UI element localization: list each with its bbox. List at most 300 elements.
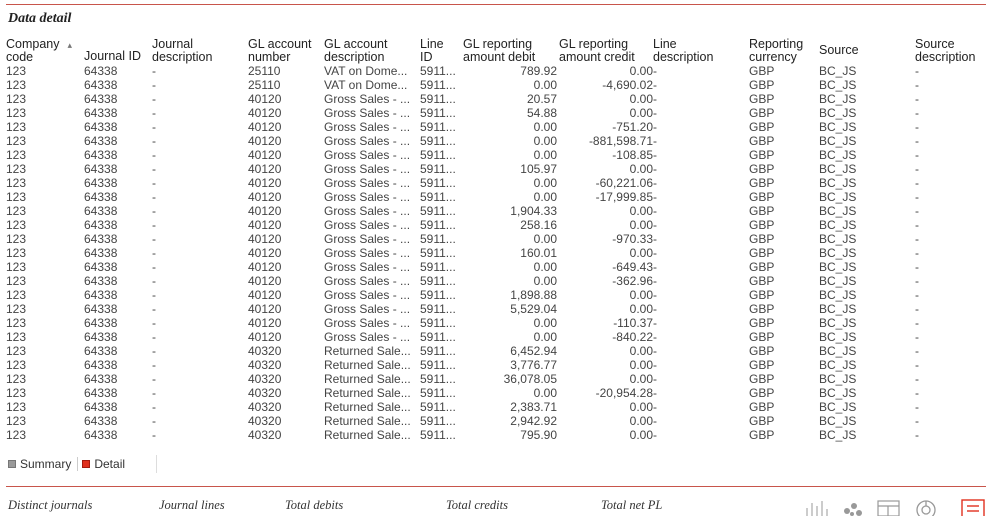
cell-source: BC_JS — [819, 260, 857, 274]
cell-source: BC_JS — [819, 204, 857, 218]
cell-reporting-currency: GBP — [749, 330, 775, 344]
cell-gl-account-number: 40120 — [248, 134, 282, 148]
cell-line-description: - — [653, 134, 657, 148]
cell-gl-account-description: Returned Sale... — [324, 428, 411, 442]
cell-amount-debit: 105.97 — [520, 162, 557, 176]
table-row[interactable] — [6, 260, 986, 274]
cell-journal-description: - — [152, 204, 156, 218]
cell-line-id: 5911... — [420, 302, 456, 316]
cell-amount-credit: -108.85 — [612, 148, 653, 162]
bottom-divider — [6, 486, 986, 487]
cell-journal-id: 64338 — [84, 218, 118, 232]
cell-journal-id: 64338 — [84, 400, 118, 414]
table-row[interactable] — [6, 64, 986, 78]
cell-amount-credit: -4,690.02 — [602, 78, 653, 92]
cell-amount-credit: 0.00 — [629, 64, 653, 78]
cell-amount-debit: 0.00 — [533, 316, 557, 330]
cell-journal-description: - — [152, 302, 156, 316]
bar-chart-icon[interactable] — [805, 498, 829, 516]
kpi-total-debits: Total debits — [285, 498, 344, 512]
table-row[interactable] — [6, 106, 986, 120]
cell-journal-id: 64338 — [84, 106, 118, 120]
cell-reporting-currency: GBP — [749, 274, 775, 288]
cell-journal-description: - — [152, 176, 156, 190]
cell-company-code: 123 — [6, 274, 27, 288]
cell-line-id: 5911... — [420, 232, 456, 246]
cell-line-id: 5911... — [420, 218, 456, 232]
cell-amount-credit: -60,221.06 — [595, 176, 653, 190]
cell-gl-account-description: Gross Sales - ... — [324, 302, 411, 316]
cell-journal-id: 64338 — [84, 274, 118, 288]
cell-amount-credit: 0.00 — [629, 246, 653, 260]
table-row[interactable] — [6, 344, 986, 358]
kpi-total-credits: Total credits — [446, 498, 508, 512]
cell-company-code: 123 — [6, 400, 27, 414]
table-row[interactable] — [6, 372, 986, 386]
cell-source: BC_JS — [819, 372, 857, 386]
table-row[interactable] — [6, 120, 986, 134]
cell-amount-debit: 0.00 — [533, 78, 557, 92]
cell-line-description: - — [653, 204, 657, 218]
cell-gl-account-description: Gross Sales - ... — [324, 274, 411, 288]
table-row[interactable] — [6, 246, 986, 260]
table-row[interactable] — [6, 274, 986, 288]
cell-journal-id: 64338 — [84, 148, 118, 162]
cell-gl-account-number: 40120 — [248, 120, 282, 134]
cell-gl-account-description: VAT on Dome... — [324, 64, 408, 78]
pie-chart-icon[interactable] — [914, 498, 938, 516]
cell-reporting-currency: GBP — [749, 92, 775, 106]
header-line-id[interactable]: Line ID — [420, 38, 444, 64]
cell-gl-account-description: Gross Sales - ... — [324, 232, 411, 246]
cell-line-description: - — [653, 316, 657, 330]
legend-end-divider — [156, 455, 157, 473]
table-row[interactable] — [6, 288, 986, 302]
cell-amount-credit: 0.00 — [629, 288, 653, 302]
cell-amount-debit: 258.16 — [520, 218, 557, 232]
cell-line-id: 5911... — [420, 372, 456, 386]
cell-line-id: 5911... — [420, 330, 456, 344]
cell-journal-id: 64338 — [84, 246, 118, 260]
cell-line-description: - — [653, 246, 657, 260]
cell-line-description: - — [653, 148, 657, 162]
legend-summary[interactable]: Summary — [8, 457, 71, 471]
cell-company-code: 123 — [6, 372, 27, 386]
header-journal-description[interactable]: Journal description — [152, 38, 213, 64]
table-row[interactable] — [6, 190, 986, 204]
cell-gl-account-description: Returned Sale... — [324, 400, 411, 414]
cell-company-code: 123 — [6, 428, 27, 442]
cell-amount-debit: 0.00 — [533, 148, 557, 162]
cell-amount-debit: 2,383.71 — [510, 400, 557, 414]
cell-line-id: 5911... — [420, 316, 456, 330]
cell-amount-debit: 2,942.92 — [510, 414, 557, 428]
table-header-row — [6, 34, 986, 64]
cell-source: BC_JS — [819, 400, 857, 414]
cell-reporting-currency: GBP — [749, 134, 775, 148]
cell-gl-account-number: 40120 — [248, 190, 282, 204]
kpi-journal-lines: Journal lines — [159, 498, 225, 512]
cell-company-code: 123 — [6, 316, 27, 330]
cell-line-id: 5911... — [420, 288, 456, 302]
table-row[interactable] — [6, 92, 986, 106]
cell-source-description: - — [915, 316, 919, 330]
header-source[interactable]: Source — [819, 44, 859, 57]
cell-gl-account-number: 40120 — [248, 274, 282, 288]
table-row[interactable] — [6, 218, 986, 232]
legend-separator — [77, 457, 78, 471]
cell-amount-debit: 0.00 — [533, 330, 557, 344]
cell-source-description: - — [915, 162, 919, 176]
cell-source-description: - — [915, 400, 919, 414]
cell-amount-credit: -110.37 — [613, 316, 653, 330]
cell-source: BC_JS — [819, 344, 857, 358]
cell-source: BC_JS — [819, 190, 857, 204]
cell-journal-description: - — [152, 232, 156, 246]
cell-source: BC_JS — [819, 134, 857, 148]
cell-amount-credit: 0.00 — [629, 428, 653, 442]
cell-amount-debit: 1,904.33 — [510, 204, 557, 218]
cell-amount-credit: -649.43 — [612, 260, 653, 274]
cell-journal-id: 64338 — [84, 358, 118, 372]
header-journal-id[interactable]: Journal ID — [84, 48, 141, 63]
cell-amount-debit: 36,078.05 — [503, 372, 557, 386]
cell-amount-credit: 0.00 — [629, 204, 653, 218]
cell-reporting-currency: GBP — [749, 414, 775, 428]
cell-journal-id: 64338 — [84, 162, 118, 176]
cell-line-id: 5911... — [420, 274, 456, 288]
cell-reporting-currency: GBP — [749, 106, 775, 120]
cell-gl-account-description: Returned Sale... — [324, 344, 411, 358]
cell-line-description: - — [653, 386, 657, 400]
cell-line-id: 5911... — [420, 246, 456, 260]
cell-amount-debit: 5,529.04 — [510, 302, 557, 316]
cell-gl-account-description: Gross Sales - ... — [324, 120, 411, 134]
cell-source: BC_JS — [819, 148, 857, 162]
cell-gl-account-number: 40320 — [248, 372, 282, 386]
cell-company-code: 123 — [6, 358, 27, 372]
cell-source-description: - — [915, 92, 919, 106]
cell-source-description: - — [915, 260, 919, 274]
cell-source: BC_JS — [819, 414, 857, 428]
cell-amount-debit: 0.00 — [533, 120, 557, 134]
cell-source-description: - — [915, 176, 919, 190]
cell-amount-credit: 0.00 — [629, 372, 653, 386]
cell-company-code: 123 — [6, 92, 27, 106]
cell-gl-account-description: Gross Sales - ... — [324, 176, 411, 190]
cell-amount-debit: 20.57 — [526, 92, 557, 106]
cell-journal-description: - — [152, 330, 156, 344]
header-gl-account-description[interactable]: GL account description — [324, 38, 388, 64]
cell-journal-description: - — [152, 400, 156, 414]
cell-line-id: 5911... — [420, 260, 456, 274]
cell-line-id: 5911... — [420, 106, 456, 120]
cell-journal-id: 64338 — [84, 428, 118, 442]
cell-source: BC_JS — [819, 316, 857, 330]
cell-source-description: - — [915, 344, 919, 358]
cell-amount-credit: -20,954.28 — [595, 386, 653, 400]
cell-source-description: - — [915, 246, 919, 260]
cell-journal-id: 64338 — [84, 330, 118, 344]
cell-journal-description: - — [152, 372, 156, 386]
cell-company-code: 123 — [6, 204, 27, 218]
cell-amount-credit: -17,999.85 — [595, 190, 653, 204]
cell-source-description: - — [915, 232, 919, 246]
cell-source: BC_JS — [819, 232, 857, 246]
cell-line-description: - — [653, 106, 657, 120]
cell-reporting-currency: GBP — [749, 344, 775, 358]
cell-line-description: - — [653, 92, 657, 106]
cell-journal-id: 64338 — [84, 120, 118, 134]
cell-gl-account-number: 40120 — [248, 260, 282, 274]
panel-title: Data detail — [8, 11, 72, 26]
cell-amount-credit: 0.00 — [629, 162, 653, 176]
cell-reporting-currency: GBP — [749, 176, 775, 190]
table-row[interactable] — [6, 134, 986, 148]
table-row[interactable] — [6, 428, 986, 442]
cell-source-description: - — [915, 190, 919, 204]
cell-journal-description: - — [152, 162, 156, 176]
cell-amount-debit: 54.88 — [526, 106, 557, 120]
cell-company-code: 123 — [6, 190, 27, 204]
cell-gl-account-description: Gross Sales - ... — [324, 134, 411, 148]
cell-reporting-currency: GBP — [749, 120, 775, 134]
data-detail-table — [6, 34, 986, 442]
cell-line-description: - — [653, 190, 657, 204]
cell-gl-account-number: 40120 — [248, 246, 282, 260]
cell-gl-account-number: 40320 — [248, 358, 282, 372]
cell-gl-account-description: Gross Sales - ... — [324, 330, 411, 344]
header-gl-account-number[interactable]: GL account number — [248, 38, 312, 64]
table-row[interactable] — [6, 176, 986, 190]
table-row[interactable] — [6, 414, 986, 428]
cell-journal-description: - — [152, 92, 156, 106]
cell-amount-credit: 0.00 — [629, 218, 653, 232]
cell-amount-credit: 0.00 — [629, 344, 653, 358]
cell-line-id: 5911... — [420, 78, 456, 92]
cell-line-description: - — [653, 344, 657, 358]
table-row[interactable] — [6, 78, 986, 92]
cell-gl-account-number: 40120 — [248, 92, 282, 106]
cell-journal-id: 64338 — [84, 92, 118, 106]
cell-journal-description: - — [152, 64, 156, 78]
cell-company-code: 123 — [6, 386, 27, 400]
cell-gl-account-description: Gross Sales - ... — [324, 260, 411, 274]
cell-journal-id: 64338 — [84, 176, 118, 190]
table-row[interactable] — [6, 162, 986, 176]
table-row[interactable] — [6, 148, 986, 162]
top-divider — [6, 4, 986, 5]
cell-line-id: 5911... — [420, 204, 456, 218]
cell-journal-id: 64338 — [84, 386, 118, 400]
cell-gl-account-description: Gross Sales - ... — [324, 92, 411, 106]
cell-journal-description: - — [152, 358, 156, 372]
cell-line-description: - — [653, 274, 657, 288]
table-body — [6, 64, 986, 442]
cell-source: BC_JS — [819, 176, 857, 190]
cell-source: BC_JS — [819, 288, 857, 302]
cell-line-description: - — [653, 302, 657, 316]
cell-line-id: 5911... — [420, 190, 456, 204]
cell-company-code: 123 — [6, 120, 27, 134]
cell-reporting-currency: GBP — [749, 204, 775, 218]
cell-journal-description: - — [152, 386, 156, 400]
cell-line-id: 5911... — [420, 400, 456, 414]
sort-ascending-icon: ▴ — [67, 40, 73, 50]
cell-reporting-currency: GBP — [749, 246, 775, 260]
cell-gl-account-description: Gross Sales - ... — [324, 106, 411, 120]
cell-gl-account-number: 40320 — [248, 400, 282, 414]
cell-amount-debit: 0.00 — [533, 274, 557, 288]
cell-amount-credit: 0.00 — [629, 400, 653, 414]
cell-gl-account-number: 40320 — [248, 428, 282, 442]
table-icon[interactable] — [876, 498, 902, 516]
cell-amount-credit: 0.00 — [629, 358, 653, 372]
cell-gl-account-number: 40120 — [248, 204, 282, 218]
table-row[interactable] — [6, 316, 986, 330]
cell-gl-account-description: Gross Sales - ... — [324, 148, 411, 162]
cell-gl-account-number: 25110 — [248, 64, 281, 78]
cell-journal-id: 64338 — [84, 134, 118, 148]
cell-amount-debit: 795.90 — [520, 428, 557, 442]
cell-reporting-currency: GBP — [749, 428, 775, 442]
table-row[interactable] — [6, 302, 986, 316]
cell-gl-account-number: 40320 — [248, 414, 282, 428]
legend-detail[interactable]: Detail — [82, 457, 125, 471]
cell-gl-account-description: VAT on Dome... — [324, 78, 408, 92]
cell-gl-account-number: 40120 — [248, 176, 282, 190]
header-gl-reporting-amount-debit[interactable]: GL reporting amount debit — [463, 38, 536, 64]
cell-line-description: - — [653, 288, 657, 302]
cell-company-code: 123 — [6, 148, 27, 162]
cell-source: BC_JS — [819, 274, 857, 288]
cell-gl-account-number: 40120 — [248, 302, 282, 316]
cell-source-description: - — [915, 358, 919, 372]
cell-journal-description: - — [152, 120, 156, 134]
cell-source: BC_JS — [819, 92, 857, 106]
cell-journal-id: 64338 — [84, 190, 118, 204]
cell-journal-id: 64338 — [84, 78, 118, 92]
cell-gl-account-description: Returned Sale... — [324, 386, 411, 400]
cell-journal-description: - — [152, 316, 156, 330]
list-icon[interactable] — [960, 498, 986, 516]
cell-line-description: - — [653, 330, 657, 344]
cell-amount-credit: -840.22 — [612, 330, 653, 344]
cell-source: BC_JS — [819, 246, 857, 260]
cell-line-id: 5911... — [420, 92, 456, 106]
cell-company-code: 123 — [6, 260, 27, 274]
cell-journal-description: - — [152, 288, 156, 302]
header-gl-reporting-amount-credit[interactable]: GL reporting amount credit — [559, 38, 635, 64]
cell-source: BC_JS — [819, 386, 857, 400]
cell-amount-credit: -362.96 — [612, 274, 653, 288]
cell-reporting-currency: GBP — [749, 218, 775, 232]
cell-reporting-currency: GBP — [749, 78, 775, 92]
cell-gl-account-description: Gross Sales - ... — [324, 204, 411, 218]
cell-line-id: 5911... — [420, 414, 456, 428]
cell-source: BC_JS — [819, 120, 857, 134]
cell-company-code: 123 — [6, 344, 27, 358]
cell-line-description: - — [653, 372, 657, 386]
cell-company-code: 123 — [6, 414, 27, 428]
cell-reporting-currency: GBP — [749, 288, 775, 302]
table-row[interactable] — [6, 386, 986, 400]
cell-company-code: 123 — [6, 176, 27, 190]
cell-amount-debit: 3,776.77 — [510, 358, 557, 372]
cell-line-description: - — [653, 120, 657, 134]
cell-reporting-currency: GBP — [749, 148, 775, 162]
cell-amount-debit: 0.00 — [533, 134, 557, 148]
header-source-description[interactable]: Source description — [915, 38, 976, 64]
cell-gl-account-number: 40120 — [248, 162, 282, 176]
cell-source: BC_JS — [819, 428, 857, 442]
cell-source-description: - — [915, 78, 919, 92]
cell-company-code: 123 — [6, 106, 27, 120]
table-row[interactable] — [6, 358, 986, 372]
cell-line-description: - — [653, 176, 657, 190]
cell-line-description: - — [653, 218, 657, 232]
cell-source: BC_JS — [819, 218, 857, 232]
cell-reporting-currency: GBP — [749, 232, 775, 246]
cell-line-description: - — [653, 358, 657, 372]
cell-source: BC_JS — [819, 302, 857, 316]
cell-journal-description: - — [152, 190, 156, 204]
cell-source-description: - — [915, 134, 919, 148]
cell-amount-debit: 1,898.88 — [510, 288, 557, 302]
header-reporting-currency[interactable]: Reporting currency — [749, 38, 804, 64]
cell-journal-description: - — [152, 260, 156, 274]
cell-line-id: 5911... — [420, 344, 456, 358]
table-row[interactable] — [6, 400, 986, 414]
cell-gl-account-description: Gross Sales - ... — [324, 218, 411, 232]
kpi-distinct-journals: Distinct journals — [8, 498, 93, 512]
cell-amount-credit: 0.00 — [629, 302, 653, 316]
cell-journal-description: - — [152, 246, 156, 260]
cell-line-description: - — [653, 162, 657, 176]
cell-gl-account-number: 25110 — [248, 78, 281, 92]
cell-source-description: - — [915, 204, 919, 218]
cell-gl-account-number: 40120 — [248, 288, 282, 302]
header-line-description[interactable]: Line description — [653, 38, 714, 64]
table-row[interactable] — [6, 232, 986, 246]
cell-journal-id: 64338 — [84, 260, 118, 274]
cell-company-code: 123 — [6, 134, 27, 148]
cell-journal-id: 64338 — [84, 204, 118, 218]
cell-journal-id: 64338 — [84, 232, 118, 246]
cell-source: BC_JS — [819, 64, 857, 78]
scatter-icon[interactable] — [841, 498, 865, 516]
cell-amount-debit: 6,452.94 — [510, 344, 557, 358]
cell-line-description: - — [653, 428, 657, 442]
cell-journal-id: 64338 — [84, 344, 118, 358]
kpi-total-net-pl: Total net PL — [601, 498, 663, 512]
cell-company-code: 123 — [6, 246, 27, 260]
cell-amount-credit: -881,598.71 — [588, 134, 653, 148]
cell-amount-credit: 0.00 — [629, 414, 653, 428]
cell-line-description: - — [653, 400, 657, 414]
table-row[interactable] — [6, 204, 986, 218]
cell-gl-account-description: Gross Sales - ... — [324, 288, 411, 302]
table-row[interactable] — [6, 330, 986, 344]
cell-line-id: 5911... — [420, 64, 456, 78]
cell-journal-id: 64338 — [84, 302, 118, 316]
cell-amount-debit: 0.00 — [533, 386, 557, 400]
cell-journal-id: 64338 — [84, 316, 118, 330]
cell-source-description: - — [915, 274, 919, 288]
cell-company-code: 123 — [6, 162, 27, 176]
cell-source-description: - — [915, 372, 919, 386]
header-company-code[interactable]: Company code ▴ — [6, 38, 73, 64]
